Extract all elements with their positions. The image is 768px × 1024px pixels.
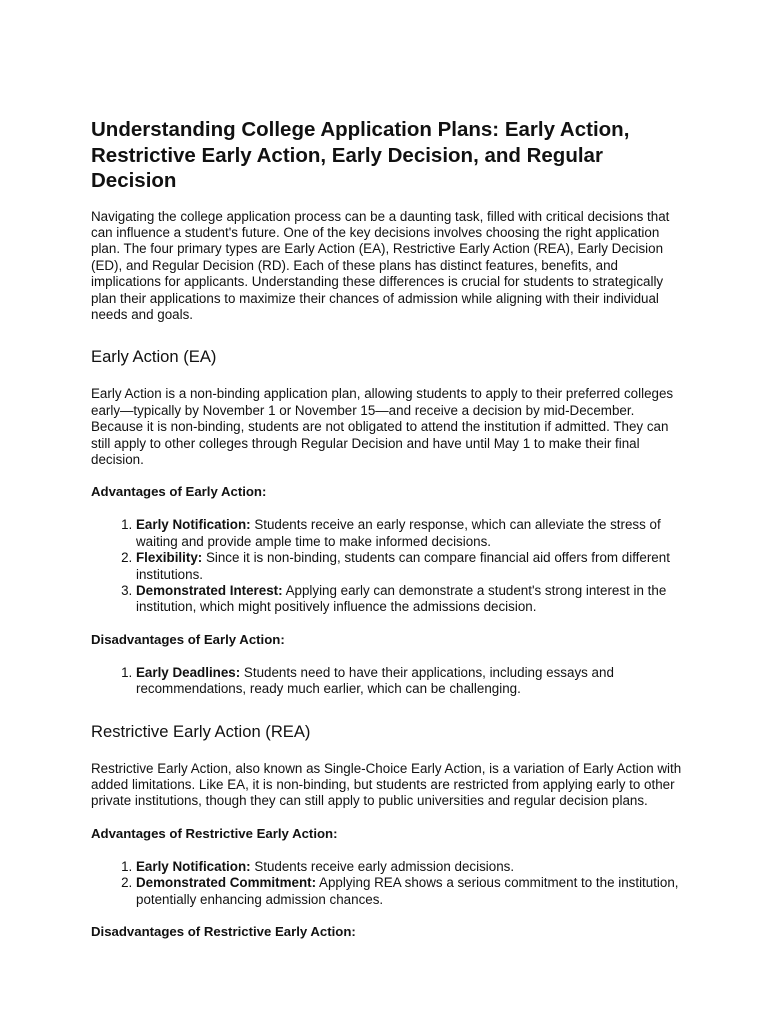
ea-disadvantages-heading: Disadvantages of Early Action: [91,631,285,647]
list-item [136,583,683,616]
list-item-text: Applying early can demonstrate a student's strong interest in the institution, which might positively influence the admissions decision. [136,583,667,615]
list-item-term: Flexibility: [136,550,203,566]
list-item-term: Early Deadlines: [136,664,241,680]
list-item [136,665,683,698]
list-item-text: Since it is non-binding, students can compare financial aid offers from different institutions. [136,550,670,582]
document-page [91,117,683,957]
list-item-text: Students receive an early response, which can alleviate the stress of waiting and provide ample time to make informed decisions. [136,517,661,549]
rea-disadvantages-heading: Disadvantages of Restrictive Early Action: [91,924,356,940]
list-item-term: Demonstrated Commitment: [136,875,317,891]
list-item [136,550,683,583]
rea-heading: Restrictive Early Action (REA) [91,721,311,741]
intro-paragraph: Navigating the college application process can be a daunting task, filled with critical decisions that can influence a student's future. One of the key decisions involves choosing the right application plan. The four primary types are Early Action (EA), Restrictive Early Action (REA), Early Decision (ED), and Regular Decision (RD). Each of these plans has distinct features, benefits, and implications for applicants. Understanding these differences is crucial for students to strategically plan their applications to maximize their chances of admission while aligning with their individual needs and goals. [91,208,670,322]
list-item-term: Demonstrated Interest: [136,583,283,598]
ea-disadvantages-list [91,665,683,698]
list-item-term: Early Notification: [136,858,251,874]
ea-advantages-heading: Advantages of Early Action: [91,484,267,500]
document-title: Understanding College Application Plans: Early Action, Restrictive Early Action, Early Decision, and Regular Decision [91,118,630,192]
rea-advantages-heading: Advantages of Restrictive Early Action: [91,825,338,841]
list-item [136,517,683,550]
rea-paragraph: Restrictive Early Action, also known as Single-Choice Early Action, is a variation of Early Action with added limitations. Like EA, it is non-binding, but students are restricted from applying early to other private institutions, though they can still apply to public universities and regular decision plans. [91,760,682,809]
list-item [136,859,683,875]
list-item [136,875,683,908]
ea-heading: Early Action (EA) [91,347,217,367]
list-item-text: Applying REA shows a serious commitment to the institution, potentially enhancing admission chances. [136,875,679,907]
list-item-term: Early Notification: [136,517,251,533]
rea-advantages-list [91,859,683,908]
ea-advantages-list [91,517,683,615]
list-item-text: Students need to have their applications, including essays and recommendations, ready much earlier, which can be challenging. [136,664,614,697]
list-item-text: Students receive early admission decisions. [250,858,515,874]
ea-paragraph: Early Action is a non-binding application plan, allowing students to apply to their preferred colleges early—typically by November 1 or November 15—and receive a decision by mid-December. Because it is non-binding, students are not obligated to attend the institution if admitted. They can still apply to other colleges through Regular Decision and have until May 1 to make their final decision. [91,386,674,467]
